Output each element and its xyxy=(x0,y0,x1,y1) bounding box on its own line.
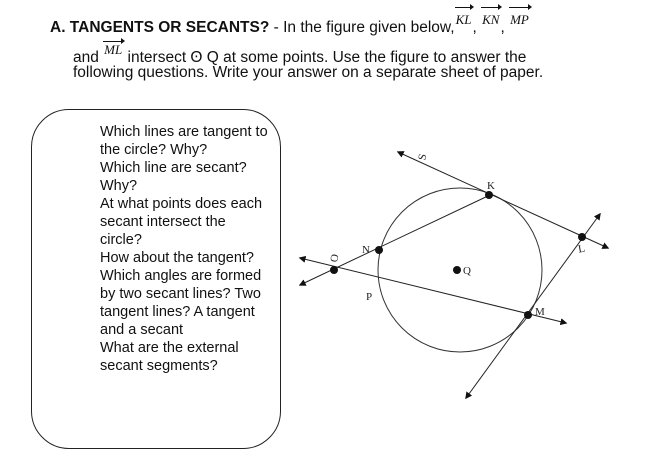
point-m-dot xyxy=(524,311,532,319)
point-n-dot xyxy=(375,246,383,254)
line-ml xyxy=(466,214,600,398)
question-6: What are the external secant segments? xyxy=(100,340,239,374)
point-l-label: L xyxy=(577,242,586,256)
instructions-line-3: following questions. Write your answer on a separate sheet of paper. xyxy=(73,64,544,81)
line-kn xyxy=(300,195,490,285)
question-1: Which lines are tangent to the circle? Why? xyxy=(100,124,268,158)
question-2: Which line are secant? Why? xyxy=(100,160,247,194)
question-5: Which angles are formed by two secant lines? Two tangent lines? A tangent and a secant xyxy=(100,268,262,338)
point-m-label: M xyxy=(535,306,545,318)
point-s-label: S xyxy=(416,153,430,162)
instructions-rest: intersect ʘ Q at some points. Use the figure to answer the xyxy=(123,49,527,66)
point-q-dot xyxy=(453,266,461,274)
point-n-label: N xyxy=(362,244,370,256)
point-k-dot xyxy=(485,191,493,199)
point-o-dot xyxy=(330,266,338,274)
point-k-label: K xyxy=(487,180,495,192)
segment-mp: MP xyxy=(509,6,530,33)
section-label: A. TANGENTS OR SECANTS? xyxy=(50,19,270,36)
line-sl xyxy=(398,152,608,248)
point-o-label: O xyxy=(328,253,342,264)
segment-kn: KN xyxy=(481,6,500,33)
questions-list xyxy=(100,123,270,375)
instructions-heading: A. TANGENTS OR SECANTS? - In the figure given below,KL, KN, MP xyxy=(50,6,650,41)
circle-figure xyxy=(285,140,625,410)
point-l-dot xyxy=(578,233,586,241)
question-3: At what points does each secant intersect the circle? xyxy=(100,196,263,248)
and-text: and xyxy=(73,49,104,66)
question-4: How about the tangent? xyxy=(100,250,254,266)
segment-ml: ML xyxy=(103,40,123,60)
point-p-label: P xyxy=(366,291,373,303)
segment-kl: KL xyxy=(455,6,473,33)
heading-intro: - In the figure given below, xyxy=(269,19,455,36)
point-q-label: Q xyxy=(463,265,471,277)
